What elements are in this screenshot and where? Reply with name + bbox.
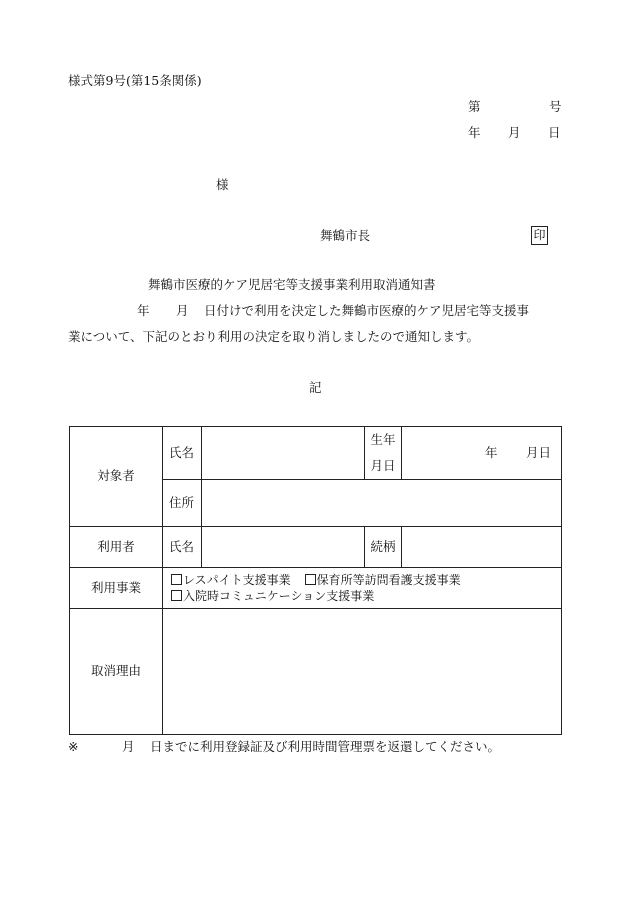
issue-date-year: 年 [468, 125, 481, 140]
seal-mark: 印 [531, 226, 548, 245]
body-year: 年 [137, 303, 150, 318]
birth-month: 月 [525, 444, 539, 460]
nursery-visit-label: 保育所等訪問看護支援事業 [316, 573, 461, 587]
relation-field[interactable] [402, 527, 562, 568]
form-number: 様式第9号(第15条関係) [68, 73, 202, 88]
relation-label: 続柄 [365, 527, 402, 568]
reason-field[interactable] [163, 609, 562, 735]
body-line-1: 日付けで利用を決定した舞鶴市医療的ケア児居宅等支援事 [204, 303, 530, 318]
subject-label: 対象者 [70, 427, 163, 527]
subject-address-label: 住所 [163, 480, 202, 527]
issue-date-day: 日 [548, 125, 561, 140]
birth-date-label-line-2: 月日 [370, 458, 396, 473]
notice-table [69, 426, 562, 735]
note-month: 月 [122, 739, 135, 754]
note-text: 日までに利用登録証及び利用時間管理票を返還してください。 [150, 739, 501, 754]
user-label: 利用者 [70, 527, 163, 568]
respite-label: レスパイト支援事業 [183, 573, 291, 587]
body-line-2: 業について、下記のとおり利用の決定を取り消しましたので通知します。 [68, 329, 480, 344]
subject-name-label: 氏名 [163, 427, 202, 480]
service-options [163, 568, 562, 609]
subject-name-field[interactable] [202, 427, 365, 480]
body-month: 月 [176, 303, 189, 318]
issue-date [468, 127, 561, 140]
reason-label: 取消理由 [70, 609, 163, 735]
document-number-suffix: 号 [549, 99, 562, 114]
hospital-communication-label: 入院時コミュニケーション支援事業 [183, 589, 375, 603]
document-number-prefix: 第 [468, 99, 481, 114]
user-name-field[interactable] [202, 527, 365, 568]
ki-heading: 記 [309, 380, 322, 395]
birth-year: 年 [484, 444, 498, 460]
birth-date-field[interactable] [402, 427, 562, 480]
document-title: 舞鶴市医療的ケア児居宅等支援事業利用取消通知書 [148, 277, 436, 292]
nursery-visit-checkbox[interactable] [305, 574, 316, 585]
recipient-honorific: 様 [216, 177, 229, 192]
birth-day: 日 [538, 444, 551, 460]
issue-date-month: 月 [508, 125, 521, 140]
subject-address-field[interactable] [202, 480, 562, 527]
service-label: 利用事業 [70, 568, 163, 609]
birth-date-label [365, 427, 402, 480]
respite-checkbox[interactable] [171, 574, 182, 585]
birth-date-label-line-1: 生年 [370, 432, 396, 447]
note-mark: ※ [68, 739, 79, 754]
user-name-label: 氏名 [163, 527, 202, 568]
issuer-name: 舞鶴市長 [320, 228, 371, 243]
hospital-communication-checkbox[interactable] [171, 590, 182, 601]
